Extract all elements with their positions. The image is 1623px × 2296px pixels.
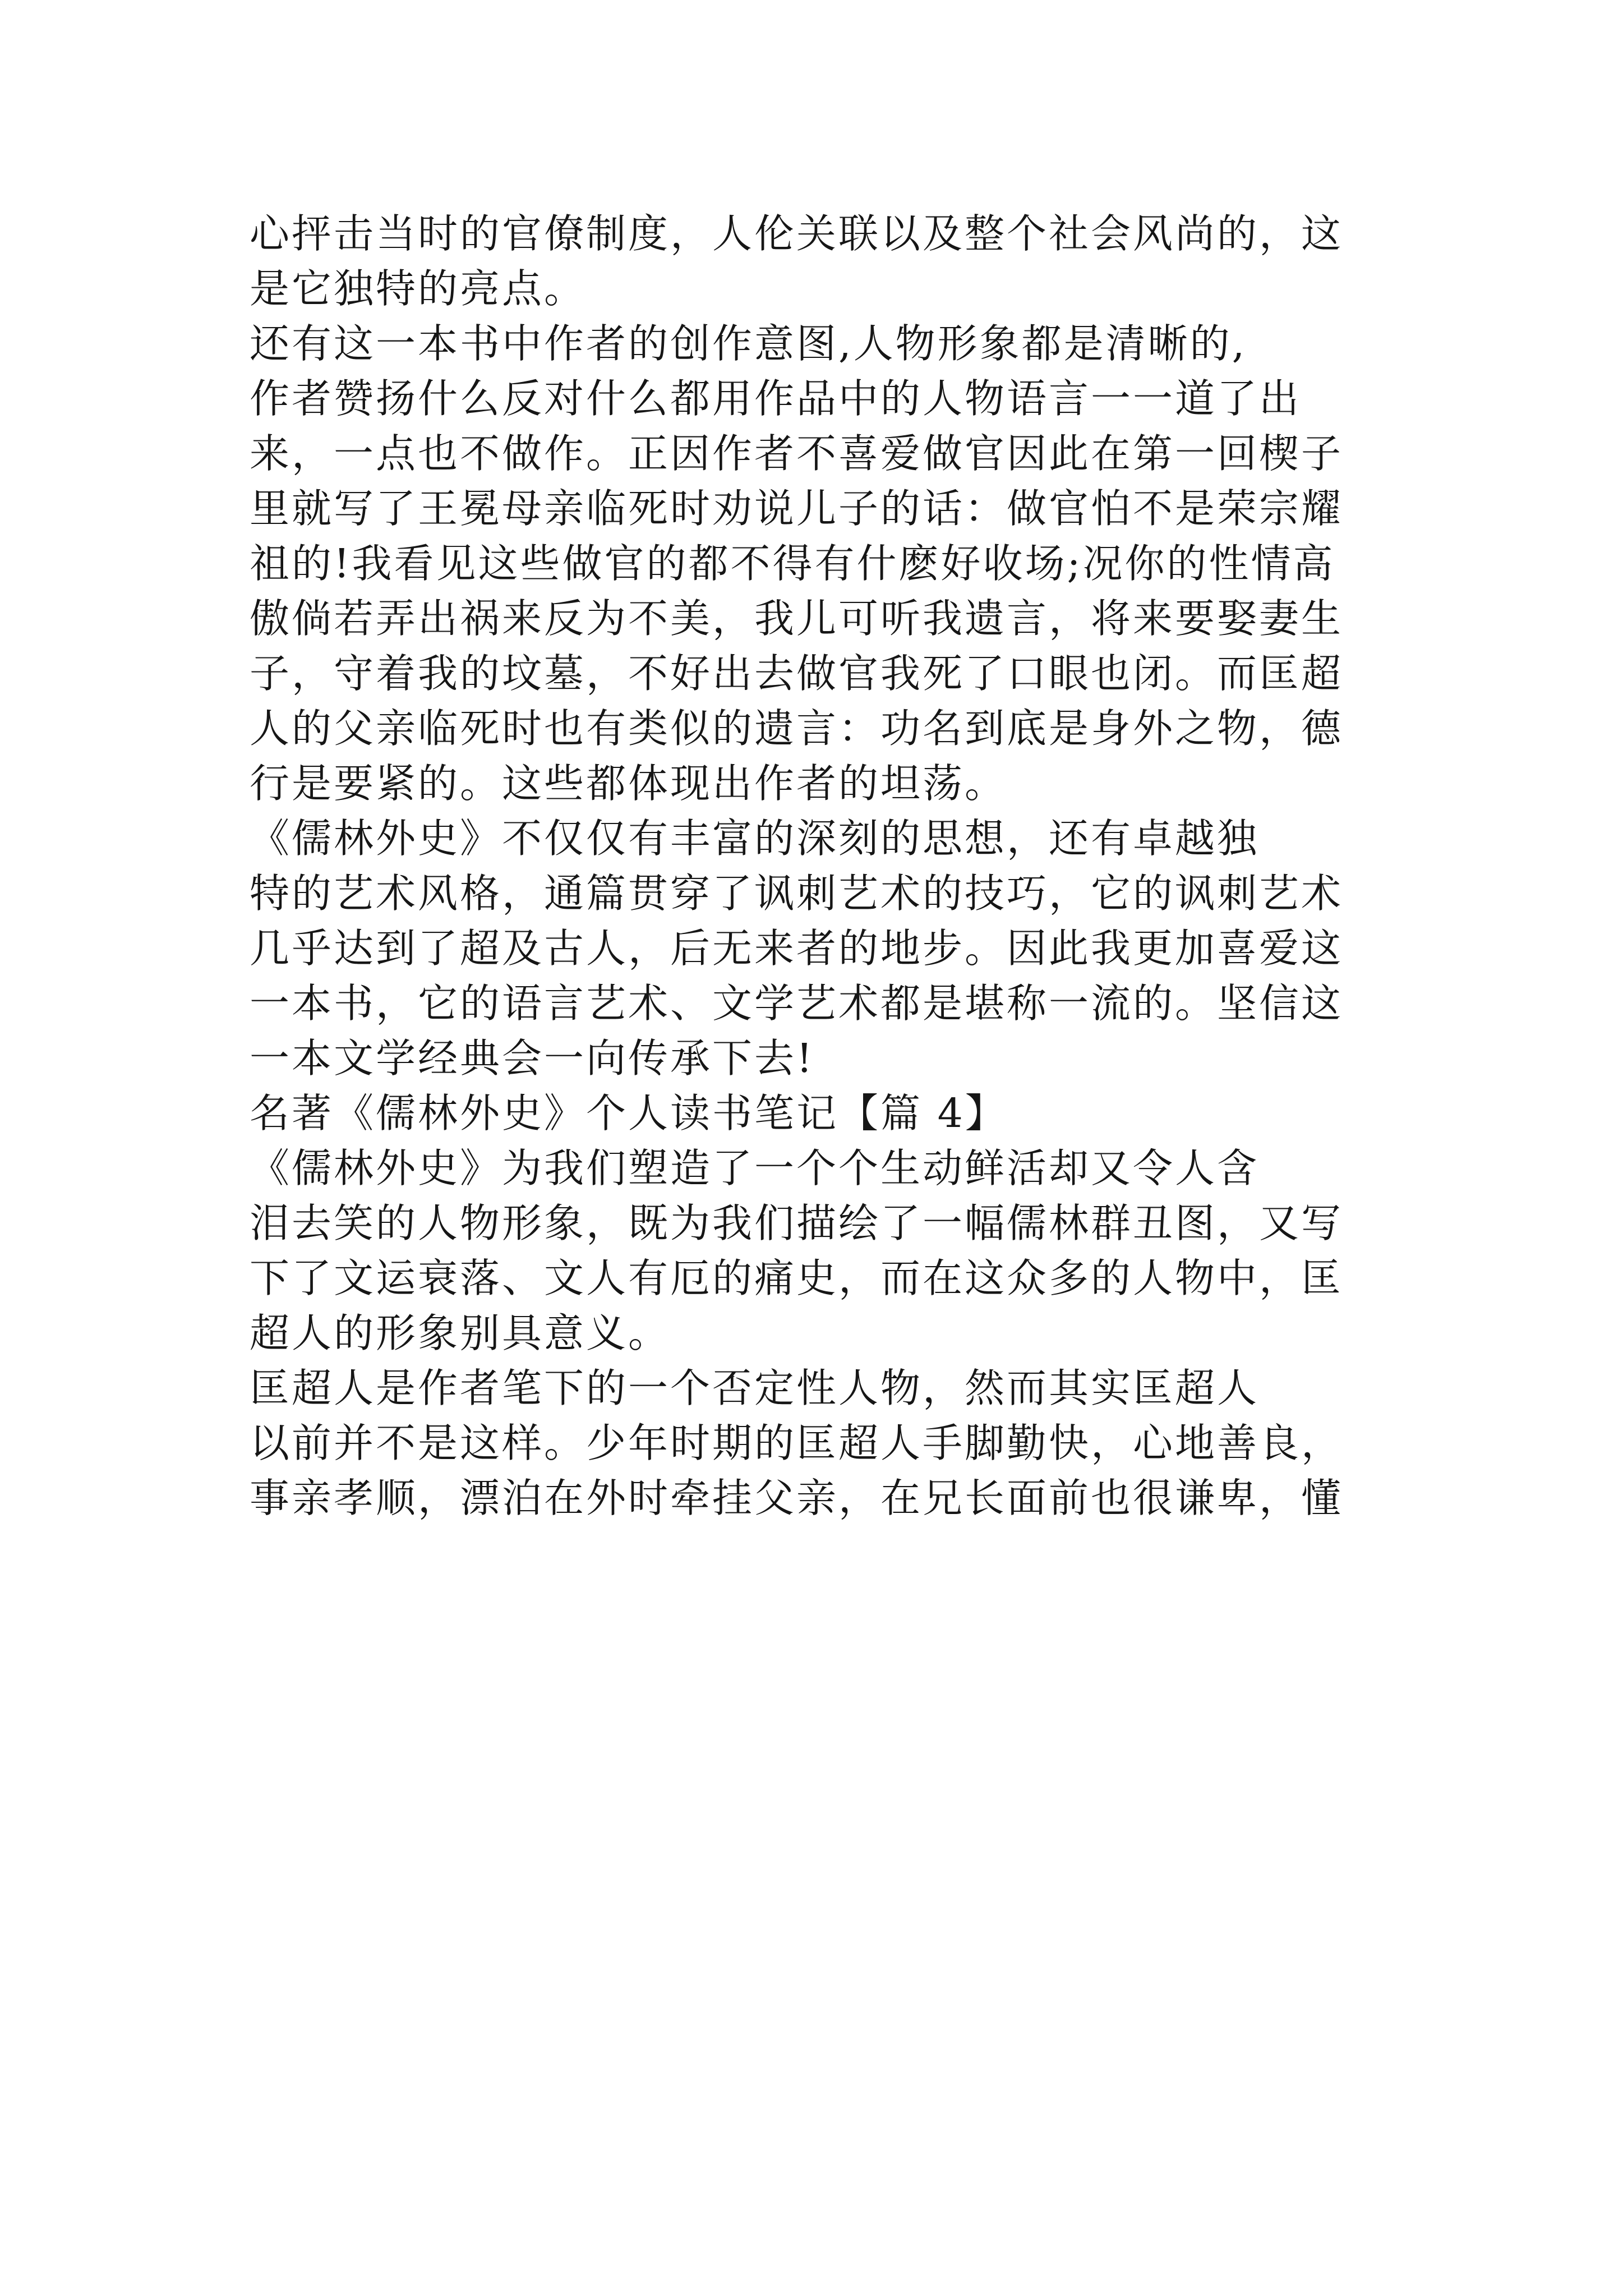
text-line: 祖的!我看见这些做官的都不得有什麽好收场;况你的性情高 [250, 540, 1335, 587]
text-line: 匡超人是作者笔下的一个否定性人物，然而其实匡超人 [250, 1365, 1260, 1411]
text-line: 心抨击当时的官僚制度，人伦关联以及整个社会风尚的，这 [250, 210, 1344, 257]
text-line: 里就写了王冕母亲临死时劝说儿子的话：做官怕不是荣宗耀 [250, 485, 1344, 532]
text-line: 子，守着我的坟墓，不好出去做官我死了口眼也闭。而匡超 [250, 650, 1344, 697]
text-line: 一本文学经典会一向传承下去! [250, 1035, 815, 1082]
text-line: 还有这一本书中作者的创作意图,人物形象都是清晰的, [250, 320, 1247, 367]
text-line: 几乎达到了超及古人，后无来者的地步。因此我更加喜爱这 [250, 925, 1344, 972]
text-line: 人的父亲临死时也有类似的遗言：功名到底是身外之物，德 [250, 705, 1344, 752]
text-line: 《儒林外史》为我们塑造了一个个生动鲜活却又令人含 [250, 1145, 1260, 1191]
text-line: 是它独特的亮点。 [250, 265, 587, 312]
text-line: 一本书，它的语言艺术、文学艺术都是堪称一流的。坚信这 [250, 980, 1344, 1027]
text-line: 傲倘若弄出祸来反为不美，我儿可听我遗言，将来要娶妻生 [250, 595, 1344, 642]
text-line: 以前并不是这样。少年时期的匡超人手脚勤快，心地善良， [250, 1420, 1344, 1466]
text-line: 超人的形象别具意义。 [250, 1310, 671, 1356]
text-line: 来，一点也不做作。正因作者不喜爱做官因此在第一回楔子 [250, 430, 1344, 477]
text-line: 行是要紧的。这些都体现出作者的坦荡。 [250, 760, 1007, 807]
text-line: 作者赞扬什么反对什么都用作品中的人物语言一一道了出 [250, 375, 1302, 422]
text-line: 事亲孝顺，漂泊在外时牵挂父亲，在兄长面前也很谦卑，懂 [250, 1475, 1344, 1521]
text-line: 《儒林外史》不仅仅有丰富的深刻的思想，还有卓越独 [250, 815, 1260, 862]
text-line: 泪去笑的人物形象，既为我们描绘了一幅儒林群丑图，又写 [250, 1200, 1344, 1246]
text-line: 下了文运衰落、文人有厄的痛史，而在这众多的人物中，匡 [250, 1255, 1344, 1301]
section-heading: 名著《儒林外史》个人读书笔记【篇 4】 [250, 1090, 1007, 1137]
document-body [250, 206, 1433, 1526]
text-line: 特的艺术风格，通篇贯穿了讽刺艺术的技巧，它的讽刺艺术 [250, 870, 1344, 917]
